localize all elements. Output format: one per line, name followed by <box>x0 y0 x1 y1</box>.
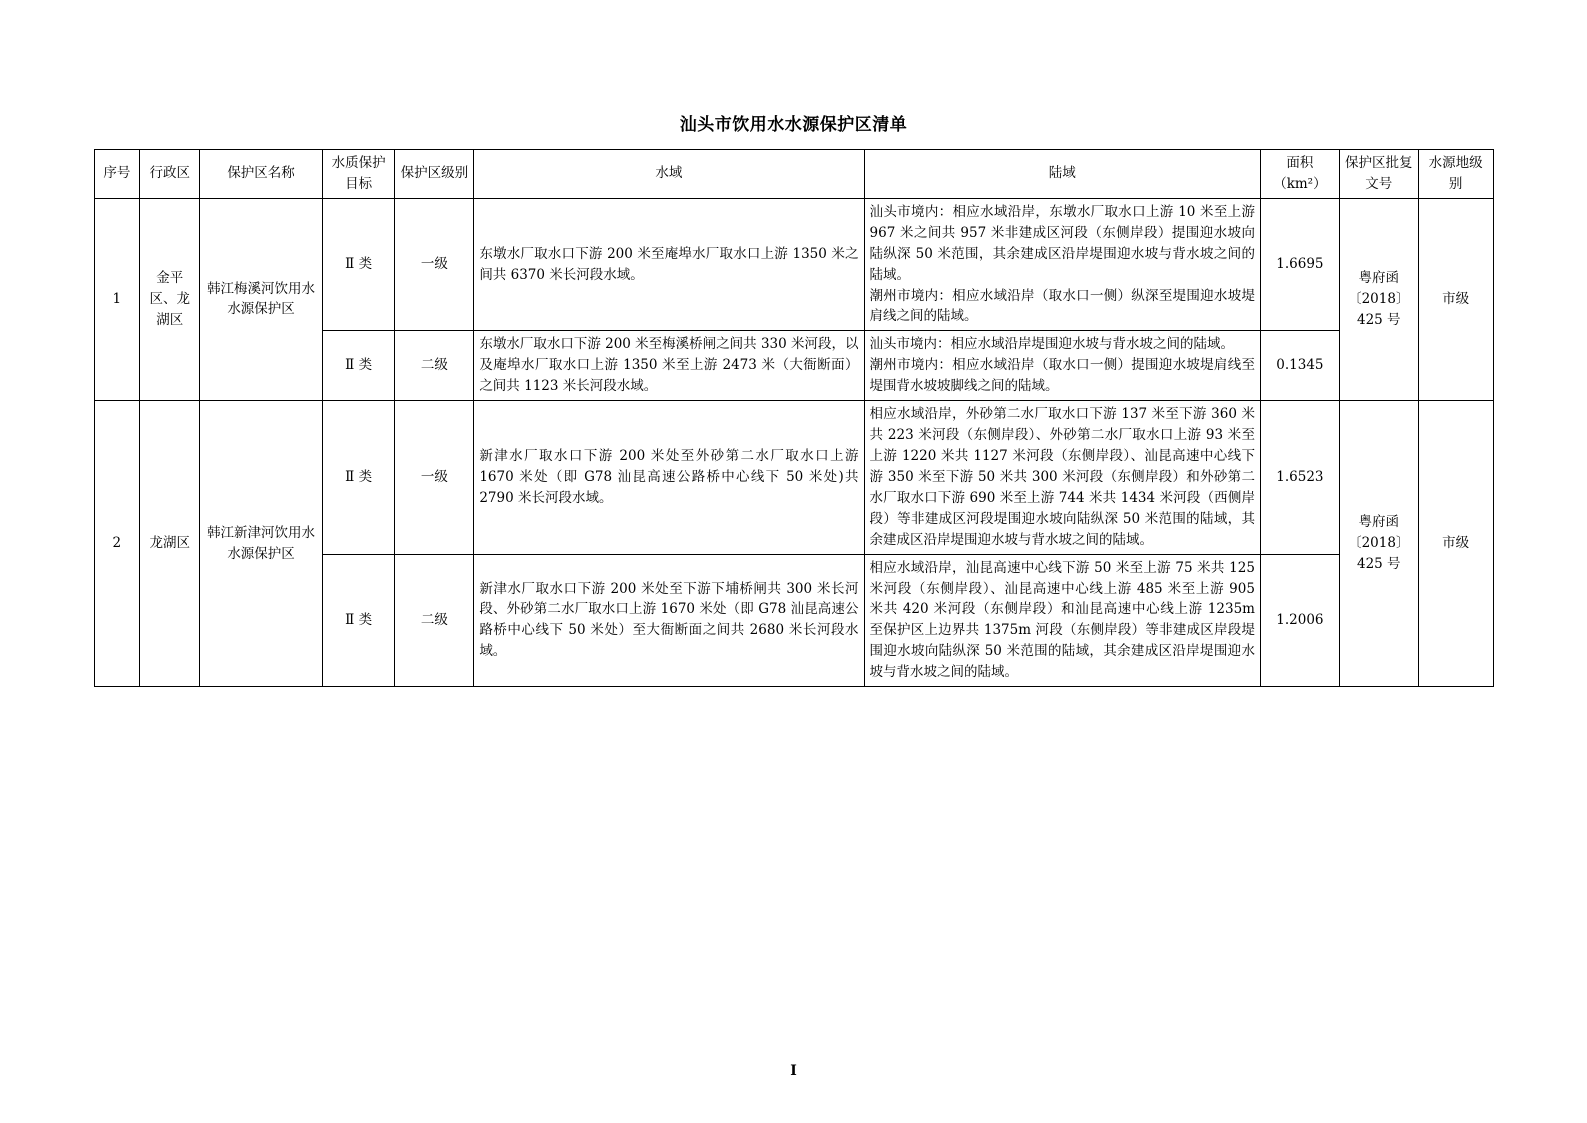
table-row <box>94 401 1493 554</box>
cell-grade: 市级 <box>1418 198 1493 400</box>
cell-name: 韩江梅溪河饮用水水源保护区 <box>200 198 322 400</box>
cell-approval: 粤府函〔2018〕425 号 <box>1339 401 1418 687</box>
cell-goal: Ⅱ 类 <box>322 401 395 554</box>
cell-name: 韩江新津河饮用水水源保护区 <box>200 401 322 687</box>
cell-level: 一级 <box>395 198 474 331</box>
cell-district: 金平区、龙湖区 <box>140 198 200 400</box>
cell-no: 1 <box>94 198 140 400</box>
header-land-area: 陆域 <box>864 150 1260 199</box>
cell-goal: Ⅱ 类 <box>322 198 395 331</box>
header-no: 序号 <box>94 150 140 199</box>
cell-approval: 粤府函〔2018〕425 号 <box>1339 198 1418 400</box>
cell-level: 一级 <box>395 401 474 554</box>
page-title: 汕头市饮用水水源保护区清单 <box>679 115 908 135</box>
header-name: 保护区名称 <box>200 150 322 199</box>
cell-land: 相应水域沿岸，汕昆高速中心线下游 50 米至上游 75 米共 125 米河段（东侧岸段）、汕昆高速中心线上游 485 米至上游 905 米共 420 米河段（东侧岸段）和汕昆高速中心线上游 1235m 至保护区上边界共 1375m 河段（东侧岸段）等非建成区岸段堤围迎水坡向陆纵深 50 米范围的陆域，其余建成区沿岸堤围迎水坡与背水坡之间的陆域。 <box>864 554 1260 687</box>
cell-water: 新津水厂取水口下游 200 米处至下游下埔桥闸共 300 米长河段、外砂第二水厂取水口上游 1670 米处（即 G78 汕昆高速公路桥中心线下 50 米处）至大衙断面之间共 2680 米长河段水域。 <box>474 554 864 687</box>
cell-land: 相应水域沿岸，外砂第二水厂取水口下游 137 米至下游 360 米共 223 米河段（东侧岸段）、外砂第二水厂取水口上游 93 米至上游 1220 米共 1127 米河段（东侧岸段）、汕昆高速中心线下游 350 米至下游 50 米共 300 米河段（东侧岸段）和外砂第二水厂取水口下游 690 米至上游 744 米共 1434 米河段（西侧岸段）等非建成区河段堤围迎水坡向陆纵深 50 米范围的陆域，其余建成区沿岸堤围迎水坡与背水坡之间的陆域。 <box>864 401 1260 554</box>
cell-level: 二级 <box>395 554 474 687</box>
cell-level: 二级 <box>395 331 474 401</box>
cell-land: 汕头市境内：相应水域沿岸堤围迎水坡与背水坡之间的陆域。 潮州市境内：相应水域沿岸（取水口一侧）提围迎水坡堤肩线至堤围背水坡坡脚线之间的陆域。 <box>864 331 1260 401</box>
header-approval: 保护区批复文号 <box>1339 150 1418 199</box>
header-goal: 水质保护目标 <box>322 150 395 199</box>
header-grade: 水源地级别 <box>1418 150 1493 199</box>
cell-grade: 市级 <box>1418 401 1493 687</box>
cell-area: 0.1345 <box>1260 331 1339 401</box>
table-row <box>94 198 1493 331</box>
cell-land: 汕头市境内：相应水域沿岸，东墩水厂取水口上游 10 米至上游 967 米之间共 957 米非建成区河段（东侧岸段）提围迎水坡向陆纵深 50 米范围，其余建成区沿岸堤围迎水坡与背水坡之间的陆域。 潮州市境内：相应水域沿岸（取水口一侧）纵深至堤围迎水坡堤肩线之间的陆域。 <box>864 198 1260 331</box>
header-district: 行政区 <box>140 150 200 199</box>
cell-no: 2 <box>94 401 140 687</box>
cell-goal: Ⅱ 类 <box>322 331 395 401</box>
cell-water: 东墩水厂取水口下游 200 米至梅溪桥闸之间共 330 米河段，以及庵埠水厂取水口上游 1350 米至上游 2473 米（大衙断面）之间共 1123 米长河段水域。 <box>474 331 864 401</box>
cell-water: 新津水厂取水口下游 200 米处至外砂第二水厂取水口上游 1670 米处（即 G78 汕昆高速公路桥中心线下 50 米处)共 2790 米长河段水域。 <box>474 401 864 554</box>
cell-area: 1.2006 <box>1260 554 1339 687</box>
water-source-protection-table <box>94 149 1494 687</box>
cell-district: 龙湖区 <box>140 401 200 687</box>
header-level: 保护区级别 <box>395 150 474 199</box>
page-number: I <box>790 1063 797 1079</box>
cell-area: 1.6695 <box>1260 198 1339 331</box>
cell-goal: Ⅱ 类 <box>322 554 395 687</box>
table-header-row <box>94 150 1493 199</box>
header-area: 面积（km²） <box>1260 150 1339 199</box>
cell-water: 东墩水厂取水口下游 200 米至庵埠水厂取水口上游 1350 米之间共 6370 米长河段水域。 <box>474 198 864 331</box>
cell-area: 1.6523 <box>1260 401 1339 554</box>
header-water-area: 水域 <box>474 150 864 199</box>
